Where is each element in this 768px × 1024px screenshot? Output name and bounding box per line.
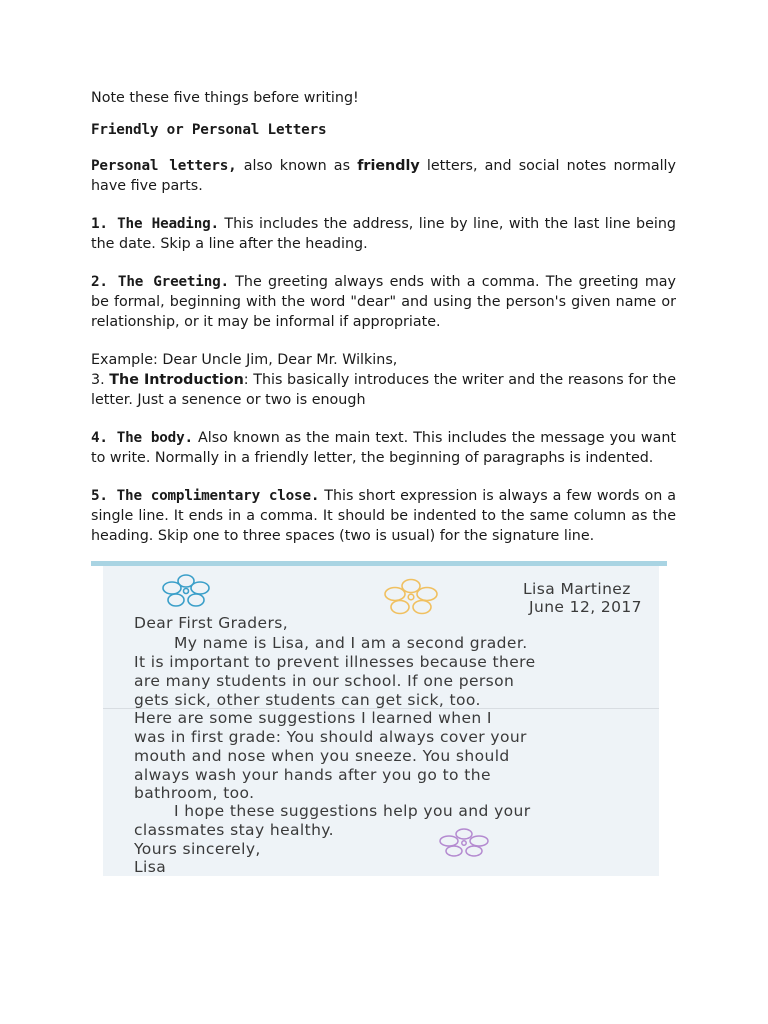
- yellow-flower-icon: [383, 578, 439, 616]
- blue-flower-icon: [161, 574, 211, 608]
- heading-item-label: 1. The Heading.: [91, 216, 219, 232]
- personal-text-2: letters, and social notes normally have five parts.: [91, 158, 676, 194]
- letter-date: June 12, 2017: [529, 598, 642, 616]
- letter-body-line: gets sick, other students can get sick, too.: [134, 691, 481, 709]
- section-title: Friendly or Personal Letters: [91, 122, 327, 138]
- body-item-label: 4. The body.: [91, 430, 193, 446]
- letter-body-line: always wash your hands after you go to the: [134, 766, 491, 784]
- close-item-label: 5. The complimentary close.: [91, 488, 320, 504]
- introduction-label: The Introduction: [109, 372, 244, 388]
- letter-body-line: Here are some suggestions I learned when I: [134, 709, 492, 727]
- letter-closing: Yours sincerely,: [134, 840, 261, 858]
- intro-note: Note these five things before writing!: [91, 90, 359, 106]
- personal-letters-paragraph: [91, 156, 676, 196]
- letter-body-line: are many students in our school. If one person: [134, 672, 515, 690]
- close-item: [91, 486, 676, 546]
- letter-greeting: Dear First Graders,: [134, 614, 289, 632]
- introduction-item: [91, 370, 676, 410]
- greeting-item-text: The greeting always ends with a comma. The greeting may be formal, beginning with the word "dear" and using the person's given name or relationship, or it may be informal if appropriate.: [91, 274, 676, 330]
- body-item: [91, 428, 676, 468]
- letter-body-line: was in first grade: You should always cover your: [134, 728, 527, 746]
- close-item-text: This short expression is always a few words on a single line. It ends in a comma. It should be indented to the same column as the heading. Skip one to three spaces (two is usual) for the signature line.: [91, 488, 676, 544]
- friendly-label: friendly: [357, 158, 420, 174]
- introduction-text: : This basically introduces the writer and the reasons for the letter. Just a senence or two is enough: [91, 372, 677, 408]
- heading-item-text: This includes the address, line by line, with the last line being the date. Skip a line after the heading.: [91, 216, 676, 252]
- personal-letters-label: Personal letters,: [91, 158, 237, 174]
- letter-body-line: It is important to prevent illnesses because there: [134, 653, 536, 671]
- introduction-number: 3.: [91, 372, 110, 388]
- letter-sender-name: Lisa Martinez: [523, 580, 631, 598]
- personal-text-1: also known as: [236, 158, 358, 174]
- letter-signature: Lisa: [134, 858, 167, 876]
- letter-body-line: I hope these suggestions help you and your: [174, 802, 531, 820]
- letter-body-line: My name is Lisa, and I am a second grader.: [174, 634, 528, 652]
- letter-paper: [103, 566, 659, 876]
- greeting-item-label: 2. The Greeting.: [91, 274, 229, 290]
- letter-body-line: classmates stay healthy.: [134, 821, 334, 839]
- letter-body-line: bathroom, too.: [134, 784, 255, 802]
- greeting-item: [91, 272, 676, 332]
- purple-flower-icon: [437, 828, 491, 858]
- letter-body-line: mouth and nose when you sneeze. You should: [134, 747, 510, 765]
- letter-image: [91, 561, 667, 876]
- example-line: Example: Dear Uncle Jim, Dear Mr. Wilkins,: [91, 352, 398, 368]
- body-item-text: Also known as the main text. This includes the message you want to write. Normally in a friendly letter, the beginning of paragraphs is indented.: [91, 430, 677, 466]
- heading-item: [91, 214, 676, 254]
